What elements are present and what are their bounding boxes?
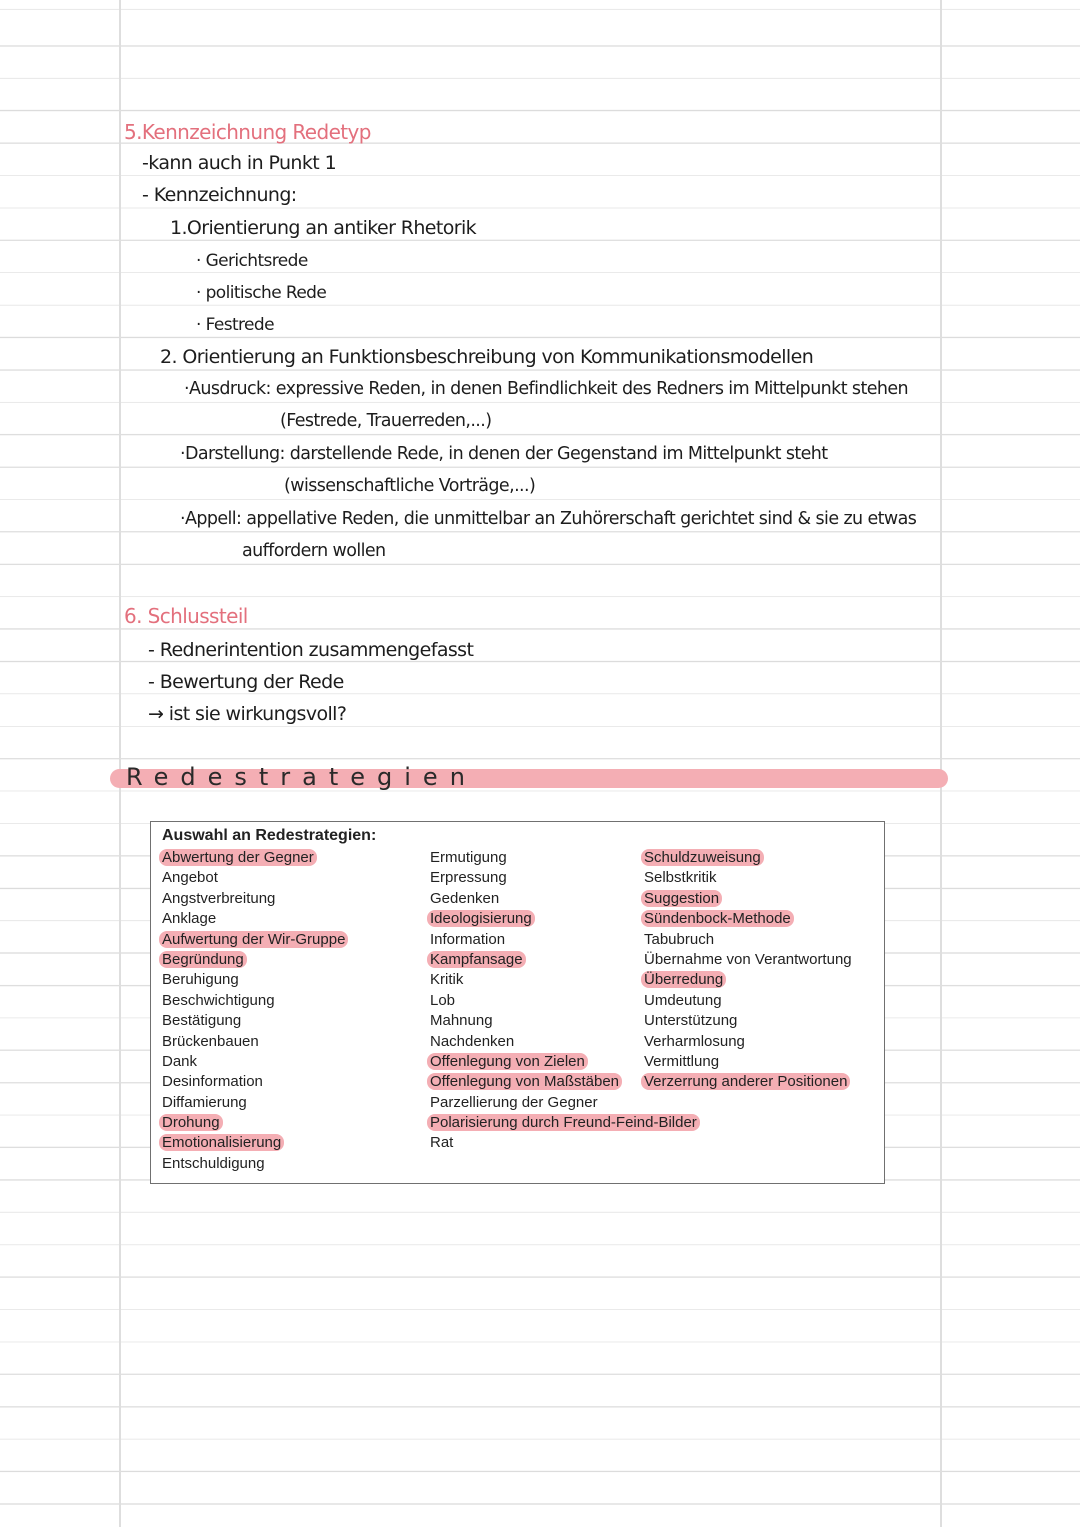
strategy-label: Ideologisierung <box>427 910 535 927</box>
strategy-item <box>430 1133 700 1153</box>
strategy-label: Bestätigung <box>162 1012 242 1030</box>
section6-line2: - Bewertung der Rede <box>148 671 344 693</box>
darstellung-line: ·Darstellung: darstellende Rede, in denen der Gegenstand im Mittelpunkt steht <box>180 444 828 464</box>
strategy-label: Kritik <box>430 971 464 989</box>
strategy-label: Suggestion <box>641 890 722 907</box>
strategy-label: Übernahme von Verantwortung <box>644 950 852 968</box>
strategy-item <box>644 1011 855 1031</box>
strategy-label: Beschwichtigung <box>162 991 275 1009</box>
strategy-label: Nachdenken <box>430 1032 515 1050</box>
strategy-item <box>644 889 855 909</box>
strategy-item <box>644 909 855 929</box>
appell-cont: auffordern wollen <box>242 541 386 561</box>
section5-line2: - Kennzeichnung: <box>142 184 297 206</box>
strategy-item <box>162 848 348 868</box>
strategy-label: Lob <box>430 991 456 1009</box>
strategy-label: Dank <box>162 1052 198 1070</box>
strategy-label: Desinformation <box>162 1073 263 1091</box>
section6-line1: - Rednerintention zusammengefasst <box>148 639 474 661</box>
strategy-label: Gedenken <box>430 889 500 907</box>
strategies-column-1 <box>162 848 348 1174</box>
strategy-label: Sündenbock-Methode <box>641 910 794 927</box>
section5-heading: 5.Kennzeichnung Redetyp <box>124 120 371 144</box>
strategies-box <box>150 821 885 1184</box>
strategy-label: Mahnung <box>430 1012 493 1030</box>
section6-heading: 6. Schlussteil <box>124 604 248 628</box>
strategy-item <box>162 868 348 888</box>
strategies-column-3 <box>644 848 855 1093</box>
strategy-item <box>162 1052 348 1072</box>
strategy-label: Angstverbreitung <box>162 889 276 907</box>
strategy-item <box>162 1113 348 1133</box>
strategy-label: Erpressung <box>430 869 507 887</box>
strategy-item <box>162 1093 348 1113</box>
strategy-label: Diffamierung <box>162 1093 247 1111</box>
strategy-label: Verharmlosung <box>644 1032 745 1050</box>
rhetorik-item: · Gerichtsrede <box>196 251 308 271</box>
strategy-item <box>644 868 855 888</box>
strategy-label: Aufwertung der Wir-Gruppe <box>159 931 348 948</box>
strategy-label: Abwertung der Gegner <box>159 849 317 866</box>
ausdruck-line: ·Ausdruck: expressive Reden, in denen Befindlichkeit des Redners im Mittelpunkt stehen <box>184 379 909 399</box>
rhetorik-heading: 1.Orientierung an antiker Rhetorik <box>170 217 477 239</box>
strategy-label: Schuldzuweisung <box>641 849 764 866</box>
strategy-label: Überredung <box>641 971 726 988</box>
strategy-label: Angebot <box>162 869 218 887</box>
strategy-label: Drohung <box>159 1114 223 1131</box>
banner-title: Redestrategien <box>126 763 477 791</box>
strategy-item <box>162 930 348 950</box>
strategy-item <box>162 991 348 1011</box>
strategy-label: Entschuldigung <box>162 1154 265 1172</box>
strategy-label: Begründung <box>159 951 247 968</box>
section5-line1: -kann auch in Punkt 1 <box>142 152 337 174</box>
strategy-item <box>162 889 348 909</box>
strategy-label: Vermittlung <box>644 1052 720 1070</box>
ausdruck-cont: (Festrede, Trauerreden,...) <box>280 411 492 431</box>
appell-line: ·Appell: appellative Reden, die unmittelbar an Zuhörerschaft gerichtet sind & sie zu etwas <box>180 509 917 529</box>
strategy-item <box>644 970 855 990</box>
section6-line3: → ist sie wirkungsvoll? <box>148 703 347 725</box>
strategy-label: Umdeutung <box>644 991 722 1009</box>
strategy-label: Offenlegung von Maßstäben <box>427 1073 622 1090</box>
margin-line-left <box>119 0 121 1527</box>
strategy-label: Polarisierung durch Freund-Feind-Bilder <box>427 1114 700 1131</box>
strategy-item <box>162 970 348 990</box>
strategy-item <box>430 1113 700 1133</box>
strategy-label: Anklage <box>162 910 217 928</box>
strategy-item <box>162 1072 348 1092</box>
strategy-item <box>430 1093 700 1113</box>
strategy-item <box>644 930 855 950</box>
strategy-item <box>644 991 855 1011</box>
strategy-label: Selbstkritik <box>644 869 717 887</box>
strategy-item <box>162 1011 348 1031</box>
margin-line-right <box>940 0 942 1527</box>
strategy-item <box>644 848 855 868</box>
strategy-item <box>162 909 348 929</box>
strategy-label: Ermutigung <box>430 849 507 866</box>
strategy-label: Tabubruch <box>644 930 715 948</box>
funktion-heading: 2. Orientierung an Funktionsbeschreibung von Kommunikationsmodellen <box>160 346 814 368</box>
strategy-label: Brückenbauen <box>162 1032 259 1050</box>
strategy-item <box>644 1052 855 1072</box>
strategy-label: Emotionalisierung <box>159 1134 284 1151</box>
strategy-label: Beruhigung <box>162 971 239 989</box>
strategy-label: Information <box>430 930 506 948</box>
strategy-label: Parzellierung der Gegner <box>430 1093 598 1111</box>
strategy-item <box>162 1154 348 1174</box>
rhetorik-item: · politische Rede <box>196 283 327 303</box>
rhetorik-item: · Festrede <box>196 315 274 335</box>
strategy-item <box>644 1072 855 1092</box>
strategy-item <box>644 1032 855 1052</box>
strategy-item <box>162 1032 348 1052</box>
darstellung-cont: (wissenschaftliche Vorträge,...) <box>284 476 536 496</box>
strategy-label: Kampfansage <box>427 951 526 968</box>
strategy-item <box>162 1133 348 1153</box>
strategy-label: Offenlegung von Zielen <box>427 1053 588 1070</box>
strategy-label: Rat <box>430 1134 454 1152</box>
strategy-label: Verzerrung anderer Positionen <box>641 1073 850 1090</box>
strategy-item <box>162 950 348 970</box>
strategy-label: Unterstützung <box>644 1012 738 1030</box>
strategy-item <box>644 950 855 970</box>
strategies-title: Auswahl an Redestrategien: <box>162 827 377 844</box>
